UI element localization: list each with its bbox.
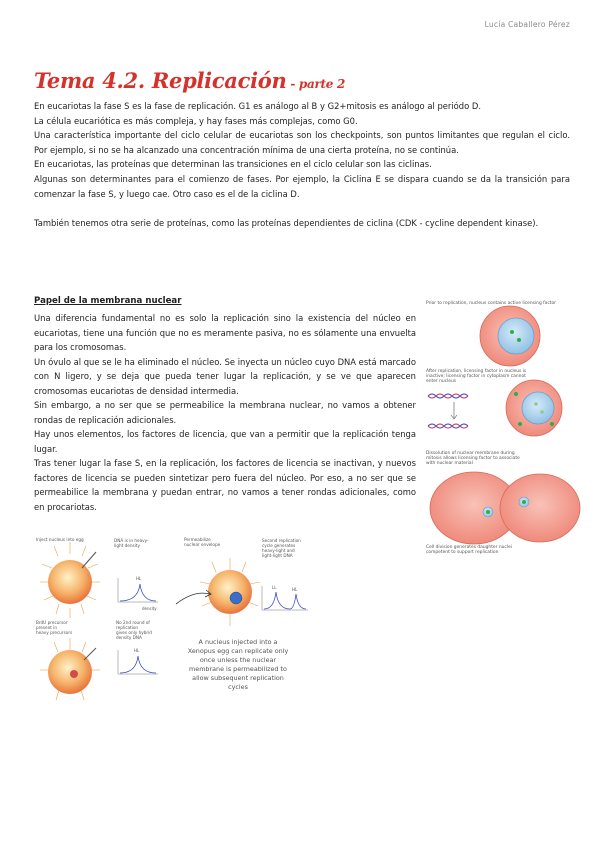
figure-label: inactive; licensing factor in cytoplasm cannot — [426, 374, 526, 379]
figure-label: light-light DNA — [262, 553, 293, 558]
figure-label: mitosis allows licensing factor to associate — [426, 456, 520, 461]
section-paragraph: Tras tener lugar la fase S, en la replicación, los factores de licencia se inactivan, y nuevos factores de licencia se pueden sintetizar pero fuera del núcleo. Por eso, a no ser que se permeabilice la membrana y puedan entrar, no vamos a tener rondas adicionales, como en procariotas. — [34, 458, 416, 512]
axis-label: density — [142, 606, 157, 611]
egg-replicated — [40, 638, 100, 700]
inactive-factor-dot — [540, 410, 544, 414]
figure-label: Dissolution of nuclear membrane during — [426, 451, 515, 456]
intro-paragraph: En eucariotas, las proteínas que determinan las transiciones en el ciclo celular son las ciclinas. — [34, 159, 432, 170]
figure-label: Second replication — [262, 538, 301, 543]
svg-text:allow subsequent replication: allow subsequent replication — [192, 674, 284, 682]
licensing-factor-figure — [424, 296, 584, 558]
peak-label: LL — [272, 585, 277, 590]
svg-text:A nucleus injected into a: A nucleus injected into a — [198, 638, 278, 646]
section-text — [34, 311, 416, 514]
licensing-factor-dot — [550, 422, 554, 426]
intro-paragraph: La célula eucariótica es más compleja, y hay fases más complejas, como G0. — [34, 115, 358, 126]
intro-paragraph: Algunas son determinantes para el comienzo de fases. Por ejemplo, la Ciclina E se dispara cuando se da la transición para comenzar la fase S, y luego cae. Otro caso es el de la ciclina D. — [34, 173, 570, 199]
figure-label: DNA is in heavy- — [114, 538, 149, 543]
density-graph-2 — [262, 585, 308, 610]
page-title — [34, 68, 345, 93]
figure-label: replication — [116, 625, 139, 630]
licensing-factor-dot — [522, 500, 526, 504]
figure-label: present in — [36, 625, 58, 630]
licensing-factor-dot — [514, 392, 518, 396]
figure-label: density DNA — [116, 635, 142, 640]
figure-label: BrdU precursor — [36, 620, 68, 625]
figure-label: heavy precursors — [36, 630, 73, 635]
title-sub: - parte 2 — [286, 77, 345, 91]
figure-label: light density — [114, 543, 140, 548]
figure-label: gives only hybrid — [116, 630, 152, 635]
svg-text:once unless the nuclear: once unless the nuclear — [199, 656, 277, 664]
figure-label: Prior to replication, nucleus contains active licensing factor — [426, 301, 556, 306]
section-paragraph: Sin embargo, a no ser que se permeabilice la membrana nuclear, no vamos a obtener rondas de replicación adicionales. — [34, 400, 416, 425]
density-graph-3 — [118, 648, 158, 674]
licensing-factor-dot — [510, 330, 514, 334]
svg-text:Xenopus egg can replicate only: Xenopus egg can replicate only — [187, 647, 289, 655]
intro-text — [34, 99, 570, 230]
figure-label: cycle generates — [262, 543, 296, 548]
licensing-factor-dot — [518, 422, 522, 426]
svg-text:cycles: cycles — [228, 683, 248, 691]
cell-before-replication — [480, 306, 540, 366]
section-paragraph: Un óvulo al que se le ha eliminado el núcleo. Se inyecta un núcleo cuyo DNA está marcado con N ligero, y se deja que pueda tener lugar la replicación, y se ve que aparecen cromosomas eucariotas de densidad intermedia. — [34, 356, 416, 396]
xenopus-egg-figure — [34, 534, 324, 714]
author-name: Lucía Caballero Pérez — [484, 20, 570, 29]
figure-label: heavy-light and — [262, 548, 295, 553]
figure-label: Permeabilize — [184, 537, 211, 542]
peak-label: HL — [136, 576, 142, 581]
dividing-cell — [430, 472, 580, 544]
figure-label: No 2nd round of — [116, 620, 150, 625]
peak-label: HL — [134, 648, 140, 653]
intro-paragraph: También tenemos otra serie de proteínas, como las proteínas dependientes de ciclina (CDK - cycline dependent kinase). — [34, 217, 539, 228]
licensing-factor-dot — [486, 510, 490, 514]
figure-label: nuclear envelope — [184, 542, 221, 547]
intro-paragraph: En eucariotas la fase S es la fase de replicación. G1 es análogo al B y G2+mitosis es análogo al periódo D. — [34, 101, 482, 111]
figure-label: Inject nucleus into egg — [36, 537, 84, 542]
intro-paragraph: Una característica importante del ciclo celular de eucariotas son los checkpoints, son puntos limitantes que regulan el ciclo. Por ejemplo, si no se ha alcanzado una concentración mínima de una cierta proteína, no se continúa. — [34, 130, 570, 155]
figure-label: competent to support replication — [426, 550, 499, 555]
density-graph-1 — [118, 576, 158, 602]
figure-label: After replication, licensing factor in nucleus is — [426, 369, 527, 374]
egg-permeabilized — [176, 558, 260, 626]
section-paragraph: Una diferencia fundamental no es solo la replicación sino la existencia del núcleo en eucariotas, tiene una función que no es meramente pasiva, no es sólamente una envuelta para los cromosomas. — [34, 313, 416, 352]
cell-after-replication — [506, 380, 562, 436]
figure-caption — [188, 638, 289, 691]
figure-label: Cell division generates daughter nuclei — [426, 545, 512, 550]
section-paragraph: Hay unos elementos, los factores de licencia, que van a permitir que la replicación tenga lugar. — [34, 429, 416, 454]
licensing-factor-dot — [517, 338, 521, 342]
title-main: Tema 4.2. Replicación — [34, 68, 287, 93]
figure-label: enter nucleus — [426, 379, 457, 384]
peak-label: HL — [292, 587, 298, 592]
section-heading: Papel de la membrana nuclear — [34, 296, 182, 306]
inactive-factor-dot — [534, 402, 538, 406]
figure-label: with nuclear material — [426, 461, 473, 466]
svg-text:membrane is permeabilized to: membrane is permeabilized to — [189, 665, 287, 673]
egg-injected — [40, 542, 100, 618]
